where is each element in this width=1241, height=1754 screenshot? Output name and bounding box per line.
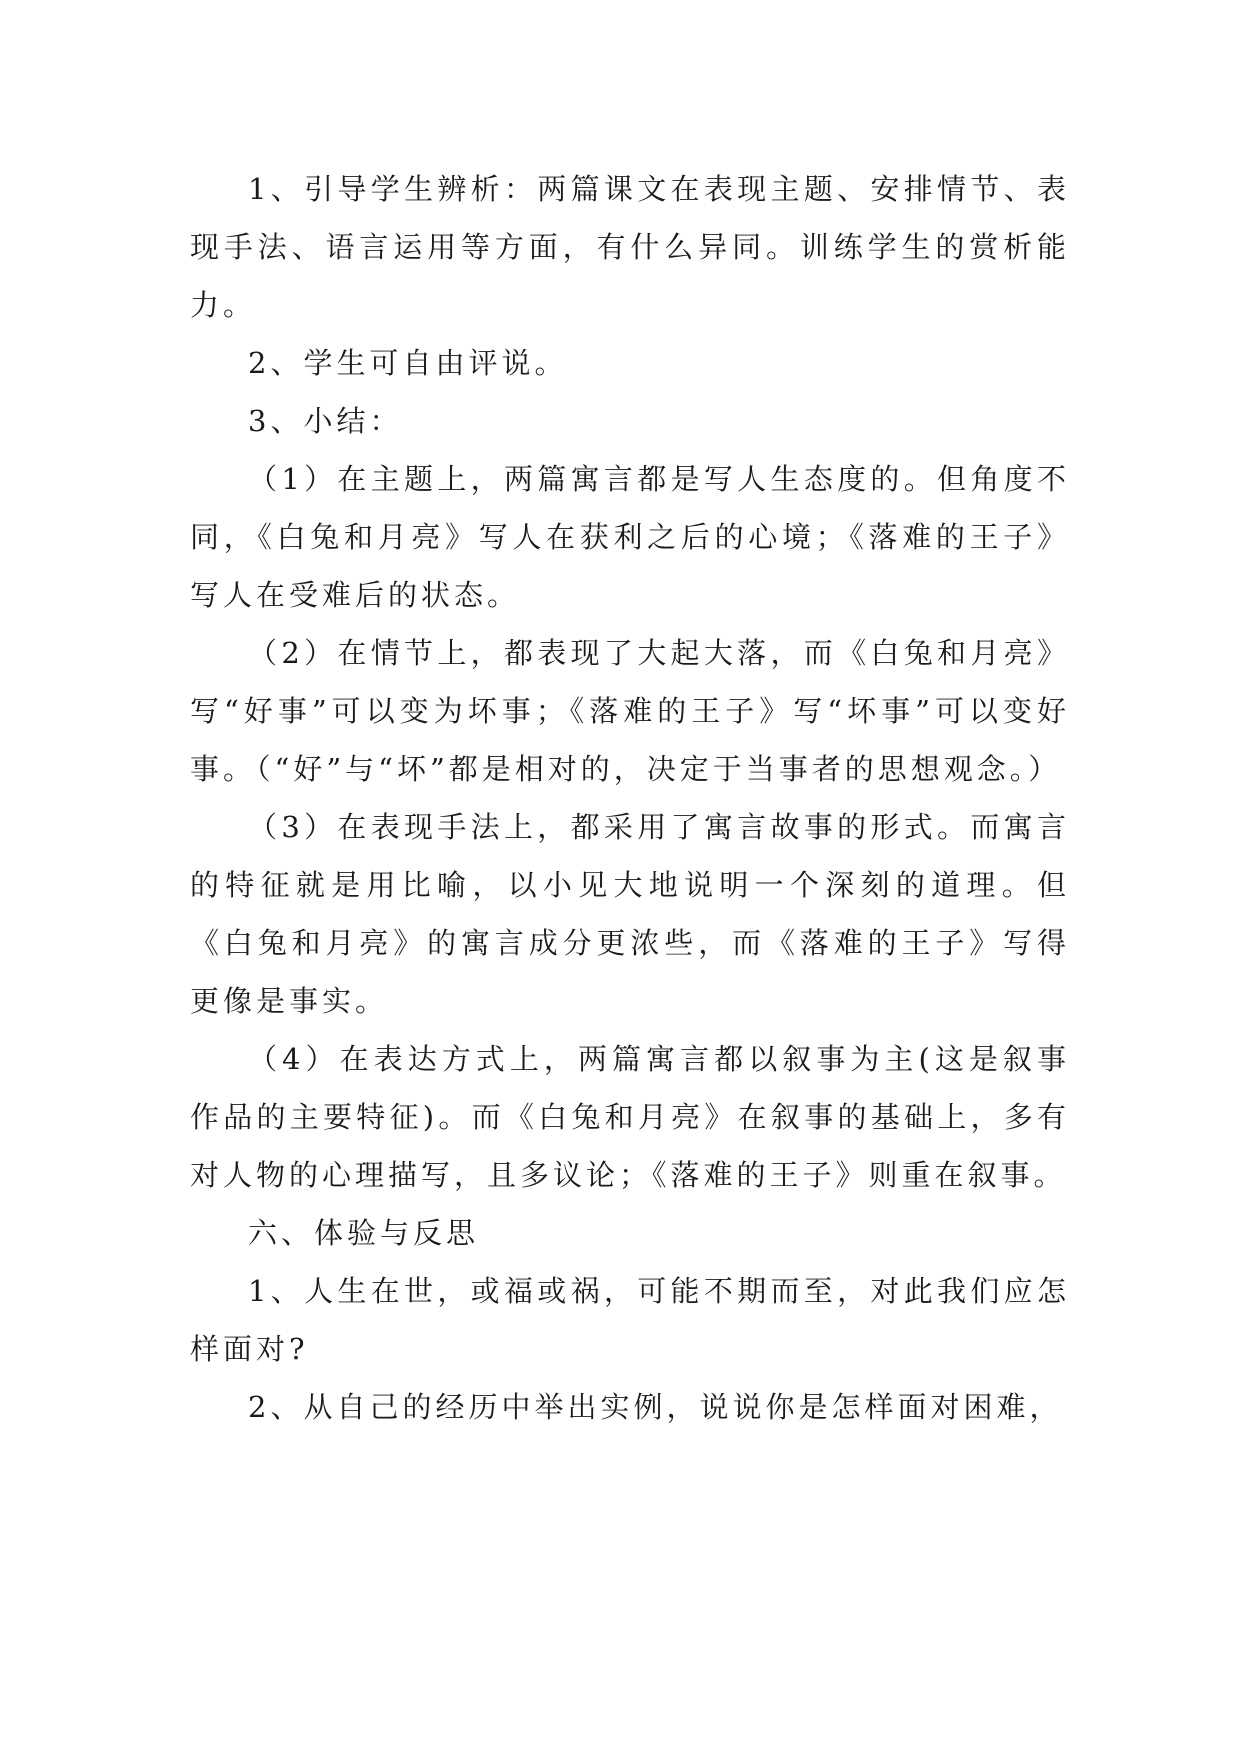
document-body xyxy=(190,160,1070,1436)
paragraph-question-1: 1、人生在世，或福或祸，可能不期而至，对此我们应怎样面对? xyxy=(190,1274,1070,1366)
paragraph-question-2: 2、从自己的经历中举出实例，说说你是怎样面对困难， xyxy=(248,1390,1063,1424)
paragraph-expression: （4）在表达方式上，两篇寓言都以叙事为主(这是叙事作品的主要特征)。而《白兔和月亮》在叙事的基础上，多有对人物的心理描写，且多议论；《落难的王子》则重在叙事。 xyxy=(190,1042,1070,1192)
paragraph-plot: （2）在情节上，都表现了大起大落，而《白兔和月亮》写“好事”可以变为坏事；《落难的王子》写“坏事”可以变好事。（“好”与“坏”都是相对的，决定于当事者的思想观念。） xyxy=(190,636,1070,786)
paragraph-technique: （3）在表现手法上，都采用了寓言故事的形式。而寓言的特征就是用比喻，以小见大地说明一个深刻的道理。但《白兔和月亮》的寓言成分更浓些，而《落难的王子》写得更像是事实。 xyxy=(190,810,1070,1018)
section-heading-reflection: 六、体验与反思 xyxy=(248,1216,480,1250)
paragraph-free-comment: 2、学生可自由评说。 xyxy=(248,346,568,380)
paragraph-theme: （1）在主题上，两篇寓言都是写人生态度的。但角度不同，《白兔和月亮》写人在获利之后的心境；《落难的王子》写人在受难后的状态。 xyxy=(190,462,1070,612)
paragraph-summary-heading: 3、小结： xyxy=(248,404,403,438)
paragraph-guide-analysis: 1、引导学生辨析：两篇课文在表现主题、安排情节、表现手法、语言运用等方面，有什么异同。训练学生的赏析能力。 xyxy=(190,172,1070,322)
